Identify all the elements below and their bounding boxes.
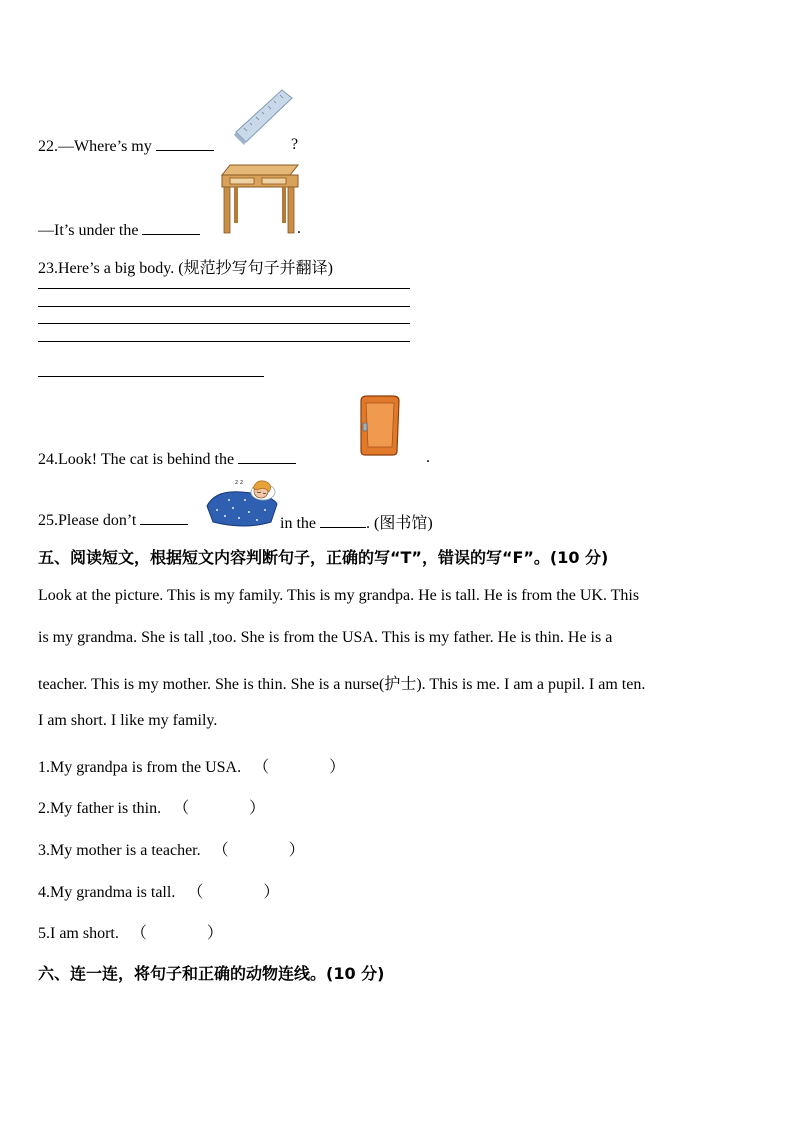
section-6-heading: 六、连一连，将句子和正确的动物连线。(10 分) [38,964,385,983]
door-icon [357,395,401,457]
judge-item-4-text: 4.My grandma is tall. [38,884,176,901]
svg-text:z z: z z [235,479,244,486]
q22-line2-suffix: . [297,220,301,237]
judge-item-5-text: 5.I am short. [38,925,119,942]
q25-middle: in the [280,515,316,532]
q23-prompt: 23.Here’s a big body. (规范抄写句子并翻译) [38,260,333,277]
judge-item-1-text: 1.My grandpa is from the USA. [38,759,242,776]
q22-line2 [38,220,200,240]
q22-line1 [38,136,214,156]
q22-line1-prefix: 22.—Where’s my [38,138,152,155]
q25-blank-1[interactable] [140,510,188,525]
judge-item-3-paren-open: （ [212,842,229,859]
sleeping-child-icon [205,476,279,528]
q22-blank-1[interactable] [156,136,214,151]
q25-line-end [280,510,433,533]
judge-item-1 [38,754,345,777]
judge-item-3-text: 3.My mother is a teacher. [38,842,201,859]
q23-writing-line-2[interactable] [38,306,410,307]
judge-item-4 [38,879,279,902]
q25-suffix: . (图书馆) [366,515,433,532]
judge-item-4-paren-close: ） [263,884,280,901]
judge-item-1-paren-open: （ [253,759,270,776]
judge-item-2-paren-close: ） [249,800,266,817]
q24-blank[interactable] [238,449,296,464]
q23-translation-line[interactable] [38,376,264,377]
q25-blank-2[interactable] [320,513,366,528]
passage-line-3: teacher. This is my mother. She is thin. She is a nurse(护士). This is me. I am a pupil. I am ten. [38,676,646,693]
passage-line-1: Look at the picture. This is my family. This is my grandpa. He is tall. He is from the UK. This [38,587,640,604]
q22-blank-2[interactable] [142,220,200,235]
q25-line-start [38,510,188,530]
q22-line1-suffix: ? [291,136,299,153]
q23-writing-line-4[interactable] [38,341,410,342]
judge-item-5-paren-close: ） [206,925,223,942]
judge-item-5-paren-open: （ [130,925,147,942]
passage-line-2: is my grandma. She is tall ,too. She is from the USA. This is my father. He is thin. He is a [38,629,613,646]
judge-item-1-paren-close: ） [329,759,346,776]
judge-item-2-paren-open: （ [173,800,190,817]
q24-prefix: 24.Look! The cat is behind the [38,451,235,468]
q24-suffix: . [426,449,430,466]
q25-prefix: 25.Please don’t [38,512,137,529]
judge-item-3 [38,837,305,860]
q23-writing-line-1[interactable] [38,288,410,289]
passage-line-4: I am short. I like my family. [38,712,218,729]
judge-item-4-paren-open: （ [187,884,204,901]
desk-icon [220,163,300,235]
q23-writing-line-3[interactable] [38,323,410,324]
q22-line2-prefix: —It’s under the [38,222,139,239]
q24-line [38,449,296,469]
judge-item-5 [38,920,223,943]
judge-item-2 [38,795,265,818]
section-5-heading: 五、阅读短文，根据短文内容判断句子，正确的写“T”，错误的写“F”。(10 分) [38,548,609,567]
judge-item-3-paren-close: ） [288,842,305,859]
judge-item-2-text: 2.My father is thin. [38,800,162,817]
ruler-icon [232,88,294,146]
